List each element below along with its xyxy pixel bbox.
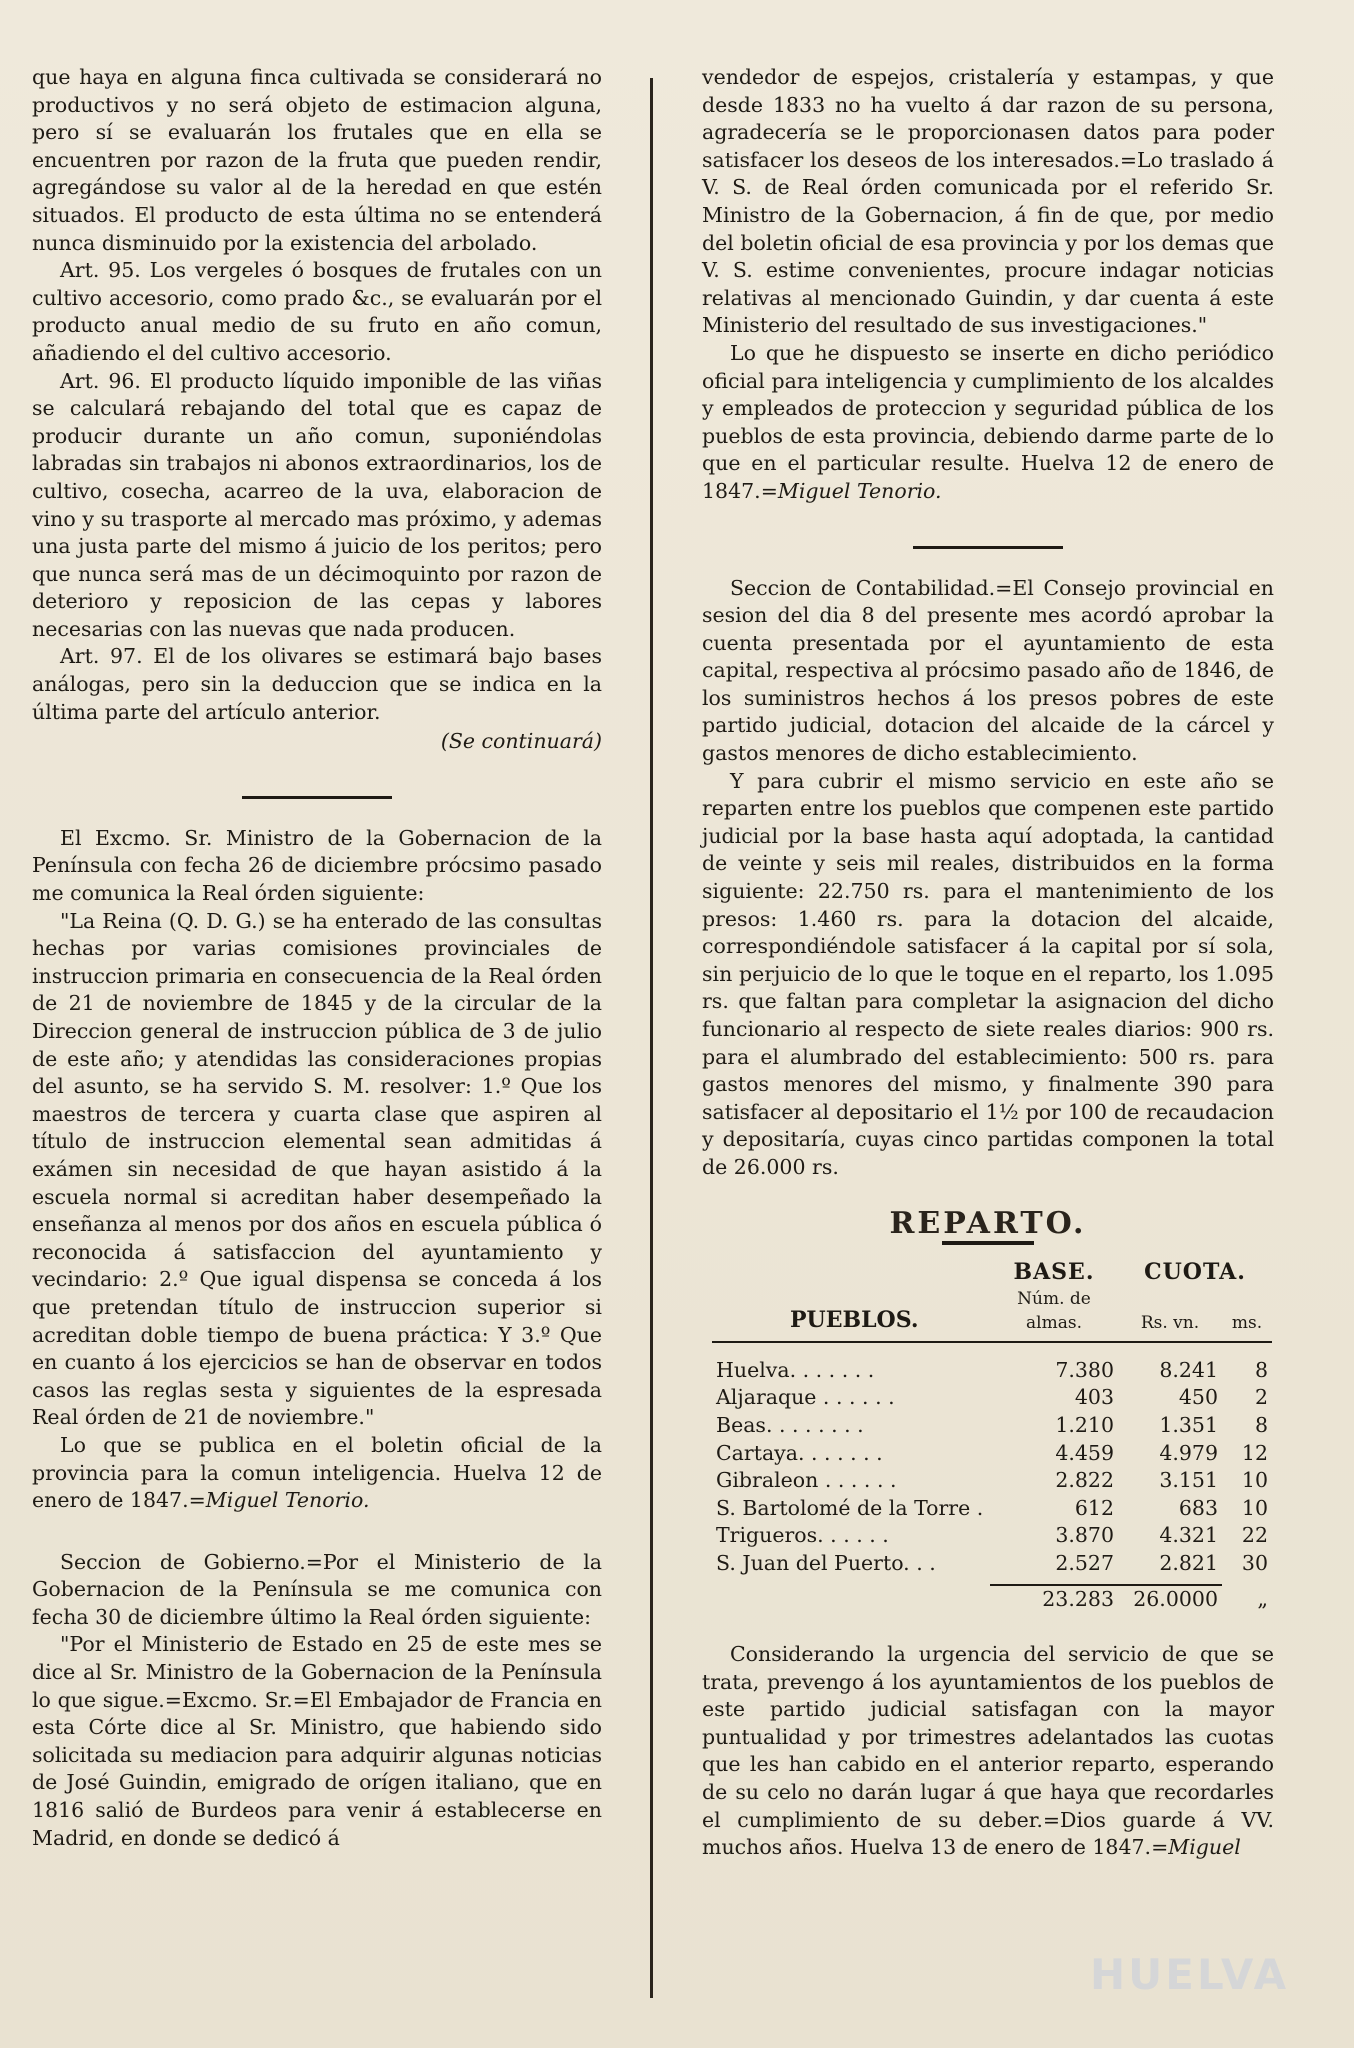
pueblo-name: Beas. . . . . . . . [716, 1412, 864, 1437]
section-divider [242, 796, 392, 799]
rs-vn-header: Rs. vn. [1140, 1312, 1200, 1333]
decree-intro: El Excmo. Sr. Ministro de la Gobernacion de la Península con fecha 26 de diciembre prócsimo pasado me comunica la Real órden siguiente: [32, 825, 602, 906]
contabilidad-intro: Seccion de Contabilidad.=El Consejo provincial en sesion del dia 8 del presente mes acordó aprobar la cuenta presentada por el ayuntamiento de esta capital, respectiva al prócsimo pasado año de 1846, de los suministros hechos á los presos pobres de este partido judicial, dotacion del alcaide de la cárcel y gastos menores de dicho establecimiento. [702, 575, 1274, 766]
gobierno-intro: Seccion de Gobierno.=Por el Ministerio de la Gobernacion de la Península se me comunica con fecha 30 de diciembre último la Real órden siguiente: [32, 1549, 602, 1629]
ms-value: 2 [1254, 1385, 1268, 1410]
rs-value: 683 [1178, 1495, 1218, 1520]
rs-value: 2.821 [1159, 1550, 1218, 1575]
gobierno-publish [702, 340, 1274, 506]
pueblo-name: Trigueros. . . . . . [716, 1523, 889, 1548]
decree-body: "La Reina (Q. D. G.) se ha enterado de las consultas hechas por varias comisiones provinciales de instruccion primaria en consecuencia de la Real órden de 21 de noviembre de 1845 y de la circular de la Direccion general de instruccion pública de 3 de julio de este año; y atendidas las consideraciones propias del asunto, se ha servido S. M. resolver: 1.º Que los maestros de tercera y cuarta clase que aspiren al título de instruccion elemental sean admitidas á exámen sin necesidad de que hayan asistido á la escuela normal si acreditan haber desempeñado la enseñanza al menos por dos años en escuela pública ó reconocida á satisfaccion del ayuntamiento y vecindario: 2.º Que igual dispensa se conceda á los que pretendan título de instruccion superior si acreditan doble tiempo de buena práctica: Y 3.º Que en cuanto á los ejercicios se han de observar en todos casos las reglas sesta y siguientes de la espresada Real órden de 21 de noviembre." [32, 908, 602, 1430]
table-row [712, 1440, 1272, 1468]
almas-value: 403 [1074, 1385, 1114, 1410]
ms-value: 12 [1241, 1440, 1268, 1465]
gobierno-body: "Por el Ministerio de Estado en 25 de este mes se dice al Sr. Ministro de la Gobernacion de la Península lo que sigue.=Excmo. Sr.=El Embajador de Francia en esta Córte dice al Sr. Ministro, que habiendo sido solicitada su mediacion para adquirir algunas noticias de José Guindin, emigrado de orígen italiano, que en 1816 salió de Burdeos para venir á establecerse en Madrid, en donde se dedicó á [32, 1632, 602, 1850]
title-underline [942, 1241, 1034, 1245]
ms-header: ms. [1231, 1312, 1263, 1333]
total-ms: „ [1257, 1586, 1268, 1611]
ms-value: 10 [1241, 1468, 1268, 1493]
article-97: Art. 97. El de los olivares se estimará bajo bases análogas, pero sin la deduccion que se indica en la última parte del artículo anterior. [32, 644, 602, 724]
gobierno-continued: vendedor de espejos, cristalería y estampas, y que desde 1833 no ha vuelto á dar razon de su persona, agradecería se le proporcionasen datos para poder satisfacer los deseos de los interesados.=Lo traslado á V. S. de Real órden comunicada por el referido Sr. Ministro de la Gobernacion, á fin de que, por medio del boletin oficial de esa provincia y por los demas que V. S. estime convenientes, procure indagar noticias relativas al mencionado Guindin, y dar cuenta á este Ministerio del resultado de sus investigaciones." [702, 65, 1274, 338]
cuota-header: CUOTA. [1144, 1259, 1246, 1286]
table-row [712, 1384, 1272, 1412]
rs-value: 8.241 [1159, 1357, 1218, 1382]
rs-value: 4.979 [1159, 1440, 1218, 1465]
base-header: BASE. [1013, 1259, 1095, 1286]
table-row [712, 1550, 1272, 1578]
ms-value: 22 [1241, 1523, 1268, 1548]
ms-value: 8 [1254, 1412, 1268, 1437]
total-rule [712, 1578, 1272, 1585]
paragraph-frutales: que haya en alguna finca cultivada se considerará no productivos y no será objeto de estimacion alguna, pero sí se evaluarán los frutales que en ella se encuentren por razon de la fruta que pueden rendir, agregándose su valor al de la heredad en que estén situados. El producto de esta última no se entenderá nunca disminuido por la existencia del arbolado. [32, 65, 602, 255]
watermark-logo: HUELVA [1090, 1950, 1290, 1999]
decree-publish-text: Lo que se publica en el boletin oficial de la provincia para la comun inteligencia. Huelva 12 de enero de 1847. [32, 1432, 602, 1513]
almas-value: 2.822 [1055, 1468, 1114, 1493]
pueblo-name: Cartaya. . . . . . . [716, 1440, 883, 1465]
right-column [702, 64, 1274, 1862]
rs-value: 1.351 [1159, 1412, 1218, 1437]
pueblo-name: Aljaraque . . . . . . [716, 1385, 895, 1410]
num-almas-header: Núm. de almas. [1017, 1288, 1091, 1333]
rs-value: 450 [1178, 1385, 1218, 1410]
rs-value: 3.151 [1159, 1468, 1218, 1493]
table-row [712, 1467, 1272, 1495]
gobierno-publish-text: Lo que he dispuesto se inserte en dicho periódico oficial para inteligencia y cumplimiento de los alcaldes y empleados de proteccion y seguridad pública de los pueblos de esta provincia, debiendo darme parte de lo que en el particular resulte. Huelva 12 de enero de 1847. [702, 340, 1274, 503]
almas-value: 2.527 [1055, 1550, 1114, 1575]
pueblos-header: PUEBLOS. [790, 1307, 919, 1334]
total-rs: 26.0000 [1133, 1586, 1218, 1611]
left-column [32, 64, 602, 1852]
total-almas: 23.283 [1042, 1586, 1114, 1611]
almas-value: 612 [1074, 1495, 1114, 1520]
table-rule [712, 1335, 1272, 1342]
rs-value: 4.321 [1159, 1523, 1218, 1548]
final-paragraph [702, 1641, 1274, 1862]
signature: =Miguel [1151, 1835, 1241, 1860]
article-96: Art. 96. El producto líquido imponible de las viñas se calculará rebajando del total que es capaz de producir durante un año comun, suponiéndolas labradas sin trabajos ni abonos extraordinarios, los de cultivo, cosecha, acarreo de la uva, elaboracion de vino y su trasporte al mercado mas próximo, y ademas una justa parte del mismo á juicio de los peritos; pero que nunca será mas de un décimoquinto por razon de deterioro y reposicion de las cepas y labores necesarias con las nuevas que nada producen. [32, 368, 602, 641]
table-row [712, 1357, 1272, 1385]
reparto-table [712, 1259, 1272, 1613]
signature: =Miguel Tenorio. [760, 478, 942, 503]
continued-note: (Se continuará) [440, 729, 602, 754]
almas-value: 1.210 [1055, 1412, 1114, 1437]
table-row [712, 1495, 1272, 1523]
contabilidad-detail: Y para cubrir el mismo servicio en este año se reparten entre los pueblos que compenen este partido judicial por la base hasta aquí adoptada, la cantidad de veinte y seis mil reales, distribuidos en la forma siguiente: 22.750 rs. para el mantenimiento de los presos: 1.460 rs. para la dotacion del alcaide, correspondiéndole satisfacer á la capital por sí sola, sin perjuicio de lo que le toque en el reparto, los 1.095 rs. que faltan para completar la asignacion del dicho funcionario al respecto de siete reales diarios: 900 rs. para el alumbrado del establecimiento: 500 rs. para gastos menores del mismo, y finalmente 390 para satisfacer al depositario el 1½ por 100 de recaudacion y depositaría, cuyas cinco partidas componen la total de 26.000 rs. [702, 768, 1274, 1179]
signature: =Miguel Tenorio. [188, 1488, 370, 1513]
total-row [712, 1585, 1272, 1614]
column-rule [650, 78, 653, 1998]
ms-value: 8 [1254, 1357, 1268, 1382]
article-95: Art. 95. Los vergeles ó bosques de frutales con un cultivo accesorio, como prado &c., se evaluarán por el producto anual medio de su fruto en año comun, añadiendo el del cultivo accesorio. [32, 258, 602, 365]
table-row [712, 1412, 1272, 1440]
ms-value: 10 [1241, 1495, 1268, 1520]
pueblo-name: S. Juan del Puerto. . . [716, 1550, 936, 1575]
pueblo-name: Huelva. . . . . . . [716, 1357, 875, 1382]
reparto-title: REPARTO. [889, 1205, 1087, 1241]
section-divider [913, 546, 1063, 549]
decree-publish [32, 1432, 602, 1515]
table-row [712, 1522, 1272, 1550]
pueblo-name: S. Bartolomé de la Torre . [716, 1495, 984, 1520]
almas-value: 4.459 [1055, 1440, 1114, 1465]
final-text: Considerando la urgencia del servicio de que se trata, prevengo á los ayuntamientos de los pueblos de este partido judicial satisfagan con la mayor puntualidad y por trimestres adelantados las cuotas que les han cabido en el anterior reparto, esperando de su celo no darán lugar á que haya que recordarles el cumplimiento de su deber.=Dios guarde á VV. muchos años. Huelva 13 de enero de 1847. [702, 1642, 1274, 1860]
almas-value: 3.870 [1055, 1523, 1114, 1548]
pueblo-name: Gibraleon . . . . . . [716, 1468, 897, 1493]
ms-value: 30 [1241, 1550, 1268, 1575]
almas-value: 7.380 [1055, 1357, 1114, 1382]
spacer [32, 1515, 602, 1549]
